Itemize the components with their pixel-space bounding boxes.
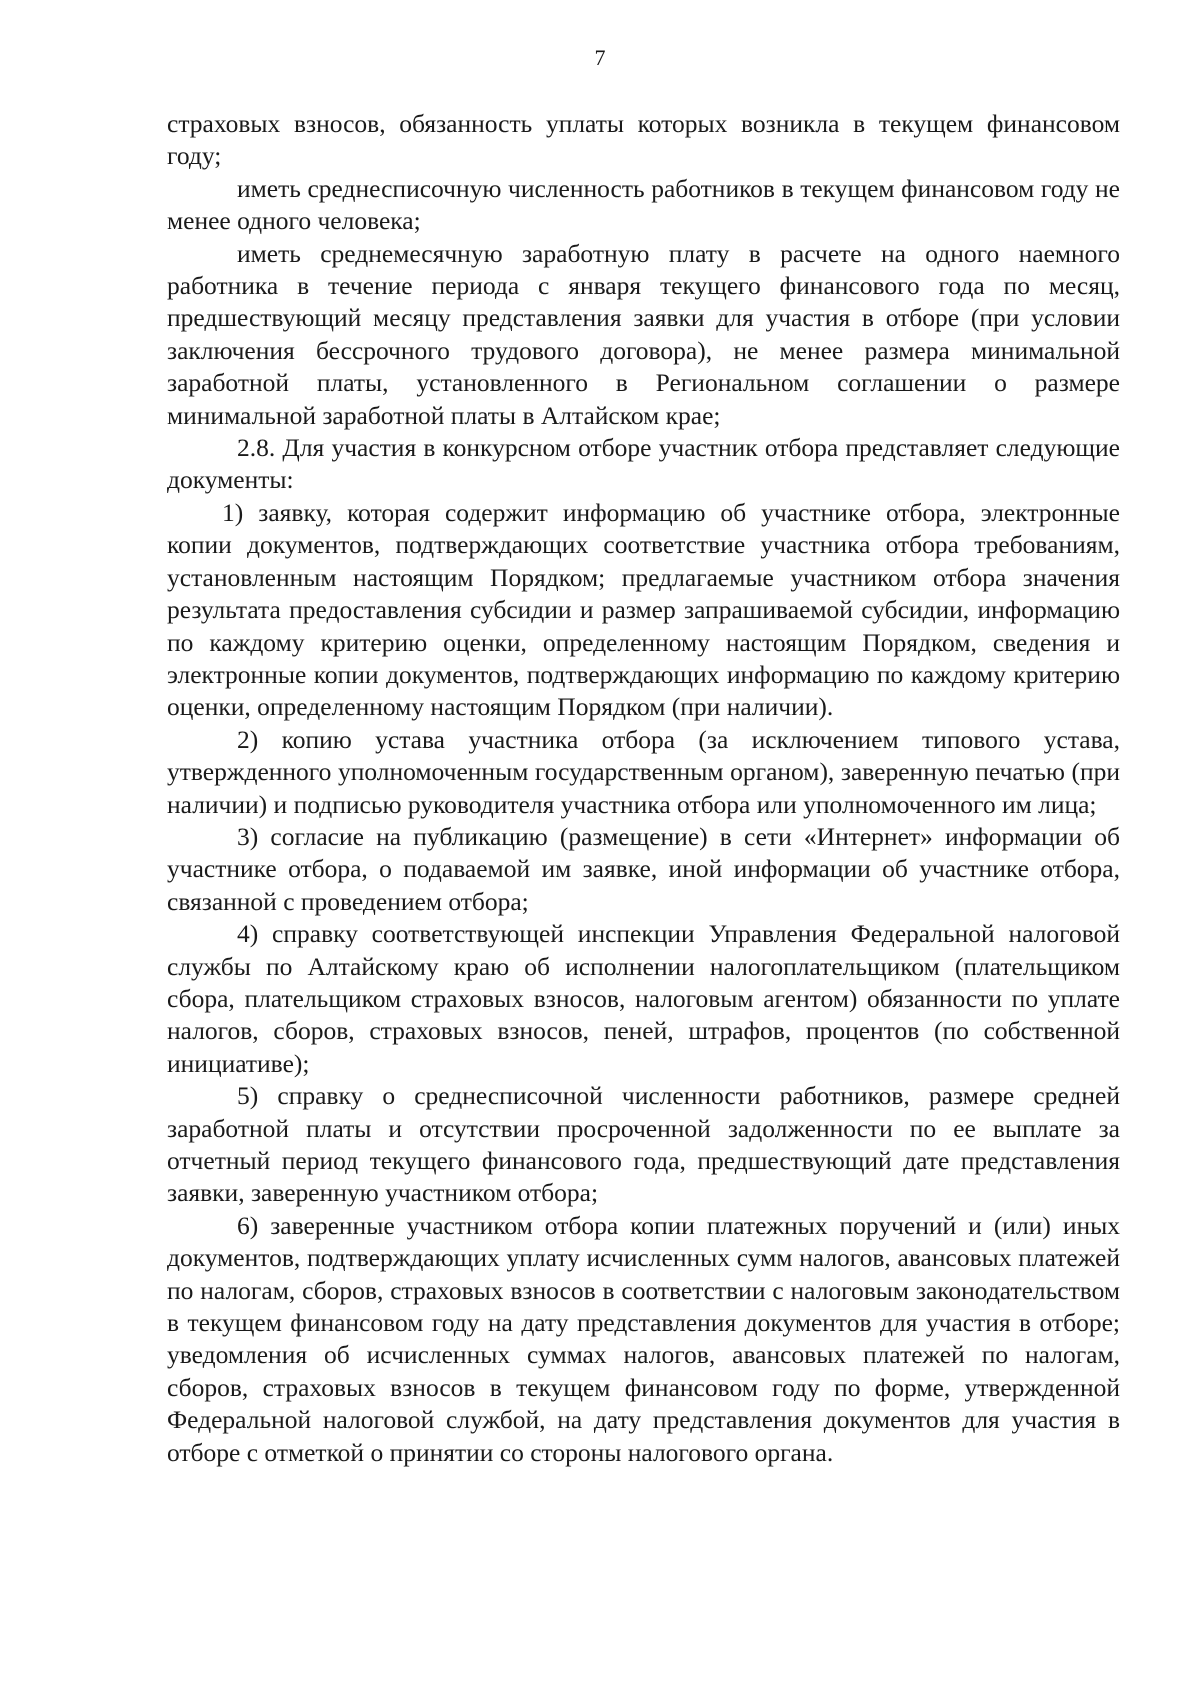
document-body — [167, 108, 1120, 1469]
paragraph-section-2-8: 2.8. Для участия в конкурсном отборе участник отбора представляет следующие документы: — [167, 433, 1120, 495]
list-item-5-headcount-certificate: 5) справку о среднесписочной численности работников, размере средней заработной платы и отсутствии просроченной задолженности по ее выплате за отчетный период текущего финансового года, предшествующий дате представления заявки, заверенную участником отбора; — [167, 1081, 1120, 1208]
page-number: 7 — [594, 45, 606, 70]
list-item-6-payment-copies: 6) заверенные участником отбора копии платежных поручений и (или) иных документов, подтверждающих уплату исчисленных сумм налогов, авансовых платежей по налогам, сборов, страховых взносов в соответствии с налоговым законодательством в текущем финансовом году на дату представления документов для участия в отборе; уведомления об исчисленных суммах налогов, авансовых платежей по налогам, сборов, страховых взносов в текущем финансовом году по форме, утвержденной Федеральной налоговой службой, на дату представления документов для участия в отборе с отметкой о принятии со стороны налогового органа. — [167, 1210, 1120, 1467]
paragraph-headcount-requirement: иметь среднесписочную численность работников в текущем финансовом году не менее одного человека; — [167, 173, 1120, 236]
list-item-2-charter: 2) копию устава участника отбора (за исключением типового устава, утвержденного уполномоченным государственным органом), заверенную печатью (при наличии) и подписью руководителя участника отбора или уполномоченного им лица; — [167, 724, 1120, 819]
list-item-4-tax-certificate: 4) справку соответствующей инспекции Управления Федеральной налоговой службы по Алтайскому краю об исполнении налогоплательщиком (плательщиком сбора, плательщиком страховых взносов, налоговым агентом) обязанности по уплате налогов, сборов, страховых взносов, пеней, штрафов, процентов (по собственной инициативе); — [167, 919, 1120, 1078]
list-item-3-consent: 3) согласие на публикацию (размещение) в сети «Интернет» информации об участнике отбора, о подаваемой им заявке, иной информации об участнике отбора, связанной с проведением отбора; — [167, 821, 1120, 916]
paragraph-salary-requirement: иметь среднемесячную заработную плату в расчете на одного наемного работника в течение периода с января текущего финансового года по месяц, предшествующий месяцу представления заявки для участия в отборе (при условии заключения бессрочного трудового договора), не менее размера минимальной заработной платы, установленного в Региональном соглашении о размере минимальной заработной платы в Алтайском крае; — [167, 238, 1120, 430]
paragraph-continuation: страховых взносов, обязанность уплаты которых возникла в текущем финансовом году; — [167, 109, 1120, 171]
list-item-1-application: 1) заявку, которая содержит информацию об участнике отбора, электронные копии документов, подтверждающих соответствие участника отбора требованиям, установленным настоящим Порядком; предлагаемые участником отбора значения результата предоставления субсидии и размер запрашиваемой субсидии, информацию по каждому критерию оценки, определенному настоящим Порядком, сведения и электронные копии документов, подтверждающих информацию по каждому критерию оценки, определенному настоящим Порядком (при наличии). — [167, 497, 1120, 722]
